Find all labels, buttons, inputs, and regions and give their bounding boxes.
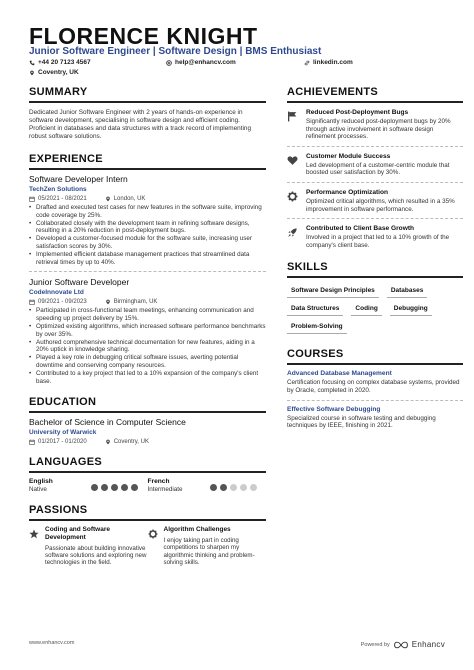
linkedin-text: linkedin.com <box>313 59 353 66</box>
at-icon <box>166 60 172 66</box>
bullet-item: • Participated in cross-functional team meetings, enhancing communication and speeding up project delivery by 15%. <box>29 307 266 323</box>
skill-tag: Data Structures <box>287 301 343 316</box>
job-location-text: Birmingham, UK <box>113 299 158 306</box>
skill-tag: Problem-Solving <box>287 319 347 334</box>
bullet-item: • Authored comprehensive technical documentation for new features, aiding in a 20% uptick in knowledge sharing. <box>29 339 266 355</box>
left-column <box>29 86 266 567</box>
education-dates-text: 01/2017 - 01/2020 <box>38 439 87 446</box>
bullet-item: • Optimized existing algorithms, which increased software performance benchmarks by over 35%. <box>29 323 266 339</box>
course-desc: Specialized course in software testing and debugging techniques by IEEE, finishing in 2021. <box>287 414 436 430</box>
achievement-title: Contributed to Client Base Growth <box>306 225 415 233</box>
section-title-courses: COURSES <box>287 348 463 365</box>
achievements-section <box>287 86 463 249</box>
degree-title: Bachelor of Science in Computer Science <box>29 417 186 428</box>
job-dates-text: 05/2021 - 08/2021 <box>38 196 87 202</box>
course-title: Advanced Database Management <box>287 370 392 378</box>
achievement-title: Performance Optimization <box>306 188 389 196</box>
job-dates <box>29 196 87 202</box>
achievement-desc: Optimized critical algorithms, which resulted in a 35% improvement in software performance. <box>306 197 455 213</box>
bullet-item: • Collaborated closely with the development team in refining software designs, resulting in a 20% reduction in post-deployment bugs. <box>29 220 266 236</box>
phone-icon <box>29 60 35 66</box>
passions-section <box>29 504 266 566</box>
achievement-item <box>287 189 463 213</box>
link-icon <box>304 60 310 66</box>
bullet-item: • Contributed to a key project that led to a 10% expansion of the company's client base. <box>29 370 266 386</box>
section-title-experience: EXPERIENCE <box>29 153 266 170</box>
job-entry <box>29 174 266 266</box>
candidate-name: FLORENCE KNIGHT <box>29 23 258 49</box>
job-location <box>105 299 158 305</box>
bullet-item: • Developed a customer-focused module for the software suite, increasing user satisfaction scores by 30%. <box>29 235 266 251</box>
job-entry <box>29 277 266 385</box>
course-title: Effective Software Debugging <box>287 405 381 413</box>
language-name: English <box>29 478 53 486</box>
bullet-item: • Implemented efficient database management practices that streamlined data retrieval times by up to 40%. <box>29 251 266 267</box>
flag-icon <box>287 111 298 122</box>
star-icon <box>29 529 39 539</box>
education-dates <box>29 439 87 445</box>
language-name: French <box>147 478 170 486</box>
passion-desc: Passionate about building innovative software solutions and exploring new technologies in the field. <box>45 544 147 567</box>
experience-section <box>29 153 266 385</box>
language-item <box>29 478 148 493</box>
job-location-text: London, UK <box>113 196 146 202</box>
achievement-item <box>287 153 463 177</box>
calendar-icon <box>29 439 35 445</box>
location-pin-icon <box>29 70 35 76</box>
phone-text: +44 20 7123 4567 <box>38 59 91 66</box>
location-pin-icon <box>105 196 111 202</box>
education-location <box>105 439 149 445</box>
rating-dot <box>240 484 247 491</box>
candidate-tagline: Junior Software Engineer | Software Design | BMS Enthusiast <box>29 46 322 57</box>
bullet-item: • Played a key role in debugging critical software issues, averting potential downtime and conserving company resources. <box>29 354 266 370</box>
section-title-languages: LANGUAGES <box>29 456 266 473</box>
page-footer <box>29 640 445 649</box>
school-name: University of Warwick <box>29 429 97 437</box>
contact-location <box>29 69 79 76</box>
calendar-icon <box>29 196 35 202</box>
passion-item <box>148 526 267 566</box>
heart-icon <box>287 155 298 166</box>
bullet-item: • Drafted and executed test cases for new features in the software suite, improving code coverage by 25%. <box>29 204 266 220</box>
passion-title: Coding and Software Development <box>45 526 110 541</box>
passion-desc: I enjoy taking part in coding competitions to sharpen my algorithmic thinking and problem-solving skills. <box>163 536 255 567</box>
section-title-passions: PASSIONS <box>29 504 266 521</box>
location-text: Coventry, UK <box>38 69 79 76</box>
rating-dot <box>91 484 98 491</box>
summary-text: Dedicated Junior Software Engineer with 2 years of hands-on experience in software development, specialising in software design and efficient coding. Proficient in databases and data structures with a track record of implementing robust software solutions. <box>29 109 252 140</box>
job-location <box>105 196 146 202</box>
section-title-skills: SKILLS <box>287 261 463 278</box>
divider <box>287 400 463 401</box>
powered-by-label: Powered by <box>360 641 390 648</box>
location-pin-icon <box>105 439 111 445</box>
language-rating <box>210 482 257 493</box>
footer-url[interactable]: www.enhancv.com <box>29 640 75 646</box>
contact-phone[interactable] <box>29 59 91 66</box>
calendar-icon <box>29 299 35 305</box>
brand-name: Enhancv <box>411 640 445 649</box>
courses-section <box>287 348 463 429</box>
location-pin-icon <box>105 299 111 305</box>
section-title-summary: SUMMARY <box>29 86 266 103</box>
course-desc: Certification focusing on complex database systems, provided by Oracle, completed in 2020. <box>287 379 460 394</box>
skill-tag: Debugging <box>390 301 432 316</box>
achievement-desc: Led development of a customer-centric module that boosted user satisfaction by 30%. <box>306 161 450 177</box>
job-dates-text: 09/2021 - 09/2023 <box>38 299 87 306</box>
divider <box>287 146 463 147</box>
section-title-achievements: ACHIEVEMENTS <box>287 86 463 103</box>
rating-dot <box>111 484 118 491</box>
right-column <box>287 86 463 430</box>
languages-section <box>29 456 266 493</box>
course-item <box>287 406 463 430</box>
rating-dot <box>220 484 227 491</box>
divider <box>287 182 463 183</box>
education-section <box>29 396 266 445</box>
achievement-desc: Involved in a project that led to a 10% growth of the company's client base. <box>306 234 450 249</box>
job-bullets <box>29 204 266 266</box>
contact-email[interactable] <box>166 59 236 66</box>
achievement-title: Customer Module Success <box>306 152 391 160</box>
gear-icon <box>287 191 298 202</box>
course-item <box>287 370 463 394</box>
job-dates <box>29 299 87 305</box>
achievement-title: Reduced Post-Deployment Bugs <box>306 109 409 116</box>
language-item <box>148 478 267 493</box>
enhancv-logo-icon <box>393 641 409 649</box>
rating-dot <box>250 484 257 491</box>
skill-tag: Databases <box>387 283 428 298</box>
skills-section <box>287 261 463 334</box>
divider <box>287 218 463 219</box>
skill-tag: Coding <box>351 301 381 316</box>
rating-dot <box>131 484 138 491</box>
email-text: help@enhancv.com <box>175 59 236 66</box>
divider <box>29 271 266 272</box>
rating-dot <box>101 484 108 491</box>
achievement-item <box>287 225 463 249</box>
job-role: Junior Software Developer <box>29 277 130 288</box>
summary-section <box>29 86 266 141</box>
rating-dot <box>210 484 217 491</box>
passion-item <box>29 526 148 566</box>
contact-linkedin[interactable] <box>304 59 353 66</box>
rocket-icon <box>287 227 298 238</box>
language-rating <box>91 482 138 493</box>
achievement-item <box>287 109 463 141</box>
skill-tag: Software Design Principles <box>287 283 379 298</box>
language-level: Intermediate <box>147 486 183 494</box>
powered-by <box>361 640 445 649</box>
rating-dot <box>121 484 128 491</box>
job-bullets <box>29 307 266 385</box>
job-company: TechZen Solutions <box>29 186 87 193</box>
rating-dot <box>230 484 237 491</box>
job-company: CodeInnovate Ltd <box>29 289 84 297</box>
section-title-education: EDUCATION <box>29 396 266 413</box>
achievement-desc: Significantly reduced post-deployment bugs by 20% through active involvement in software design refinement processes. <box>306 118 451 141</box>
passion-title: Algorithm Challenges <box>163 526 231 534</box>
education-location-text: Coventry, UK <box>113 439 149 446</box>
gear-icon <box>148 529 158 539</box>
job-role: Software Developer Intern <box>29 174 128 184</box>
language-level: Native <box>29 486 47 494</box>
